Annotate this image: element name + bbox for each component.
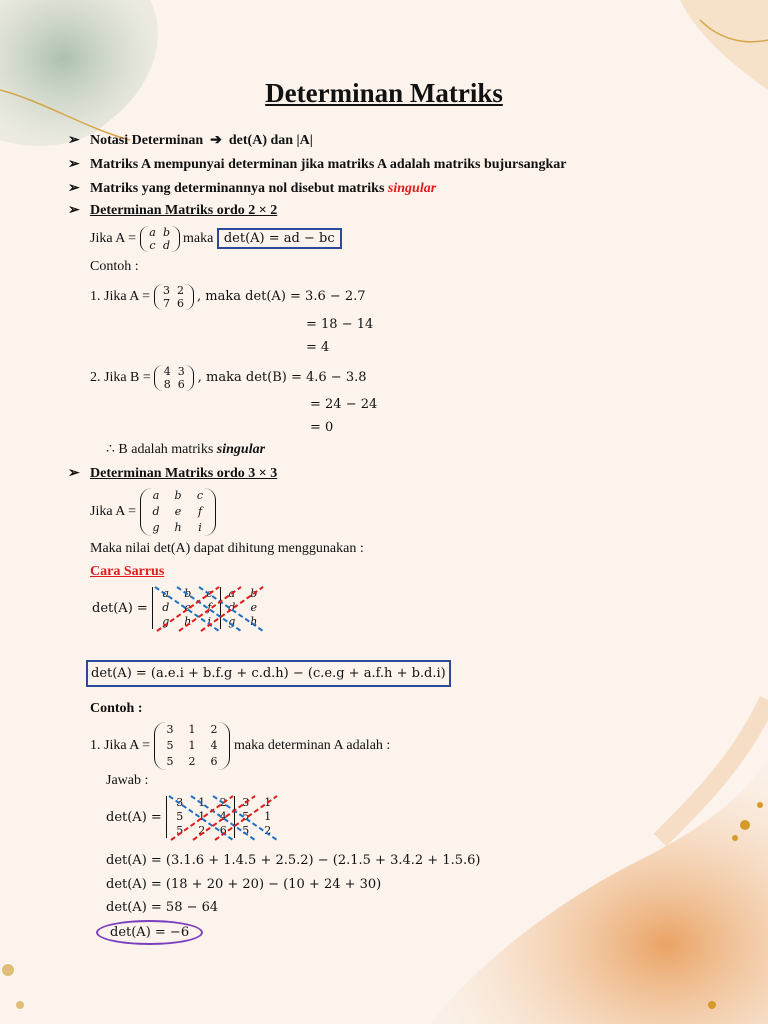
ex2-step2: = 24 − 24 xyxy=(310,397,378,412)
bullet-notasi: ➢ Notasi Determinan ➔ det(A) dan |A| xyxy=(68,133,313,148)
ordo2-maka: maka xyxy=(183,231,214,247)
sarrus-grid-example: 3 1 2 3 1 5 1 4 5 1 5 2 6 5 2 xyxy=(176,796,272,837)
ordo3-definition: Jika A = a b c d e f g h i xyxy=(90,488,216,536)
matrix-example-1: 3 2 7 6 xyxy=(154,284,194,310)
ordo2-jika: Jika A = xyxy=(90,231,137,247)
implies-icon: ➔ xyxy=(206,133,226,148)
ordo2-definition xyxy=(90,226,342,252)
bullet-notasi-text: Notasi Determinan xyxy=(90,133,204,148)
contoh-label-1: Contoh : xyxy=(90,259,139,274)
jawab-label: Jawab : xyxy=(106,773,149,788)
matrix-example-2: 4 3 8 6 xyxy=(154,365,194,391)
bullet-ordo2: ➢ Determinan Matriks ordo 2 × 2 xyxy=(68,203,278,218)
step-4-final-answer: det(A) = −6 xyxy=(96,920,203,945)
bullet-bujursangkar-text: Matriks A mempunyai determinan jika matriks A adalah matriks bujursangkar xyxy=(90,157,567,172)
heading-ordo3: Determinan Matriks ordo 3 × 3 xyxy=(90,466,278,481)
sarrus-diagonals-example xyxy=(163,792,283,846)
heading-ordo2: Determinan Matriks ordo 2 × 2 xyxy=(90,203,278,218)
ex1-step2: = 18 − 14 xyxy=(306,317,374,332)
sarrus-diagonals-general xyxy=(149,583,269,637)
matrix-3x3-example: 3 1 2 5 1 4 5 2 6 xyxy=(154,722,230,770)
singular-word: singular xyxy=(387,181,437,196)
cara-sarrus-heading: Cara Sarrus xyxy=(90,564,165,579)
ex2-step3: = 0 xyxy=(310,420,334,435)
formula-det-2x2: det(A) = ad − bc xyxy=(217,228,342,249)
step-2: det(A) = (18 + 20 + 20) − (10 + 24 + 30) xyxy=(106,877,382,892)
sarrus-general: det(A) = a b c a b d e f d e g h i g h xyxy=(92,587,265,629)
ordo2-example-2: 2. Jika B = 4 3 8 6 , maka det(B) = 4.6 − 3.8 xyxy=(90,365,367,391)
conclusion-singular: ∴ B adalah matriks singular xyxy=(106,442,266,457)
page-title: Determinan Matriks xyxy=(265,78,503,108)
ordo2-example-1: 1. Jika A = 3 2 7 6 , maka det(A) = 3.6 − 2.7 xyxy=(90,284,366,310)
maka-nilai-text: Maka nilai det(A) dapat dihitung menggunakan : xyxy=(90,541,364,556)
bullet-ordo3: ➢ Determinan Matriks ordo 3 × 3 xyxy=(68,466,278,481)
matrix-3x3-general: a b c d e f g h i xyxy=(140,488,216,536)
sarrus-grid-general: a b c a b d e f d e g h i g h xyxy=(162,587,258,628)
contoh-label-2: Contoh : xyxy=(90,701,143,716)
bullet-singular: ➢ Matriks yang determinannya nol disebut matriks singular xyxy=(68,181,437,196)
formula-det-3x3: det(A) = (a.e.i + b.f.g + c.d.h) − (c.e.g + a.f.h + b.d.i) xyxy=(86,660,451,687)
sarrus-example: det(A) = 3 1 2 3 1 5 1 4 5 1 5 2 6 5 2 xyxy=(106,796,279,838)
bullet-singular-text: Matriks yang determinannya nol disebut matriks xyxy=(90,181,385,196)
matrix-2x2-general: a b c d xyxy=(140,226,180,252)
step-3: det(A) = 58 − 64 xyxy=(106,900,219,915)
step-1: det(A) = (3.1.6 + 1.4.5 + 2.5.2) − (2.1.5 + 3.4.2 + 1.5.6) xyxy=(106,853,481,868)
bullet-bujursangkar: ➢ Matriks A mempunyai determinan jika matriks A adalah matriks bujursangkar xyxy=(68,157,567,172)
ex1-step3: = 4 xyxy=(306,340,330,355)
ordo3-example: 1. Jika A = 3 1 2 5 1 4 5 2 6 maka determinan A adalah : xyxy=(90,723,391,768)
bullet-notasi-math: det(A) dan |A| xyxy=(228,133,313,148)
